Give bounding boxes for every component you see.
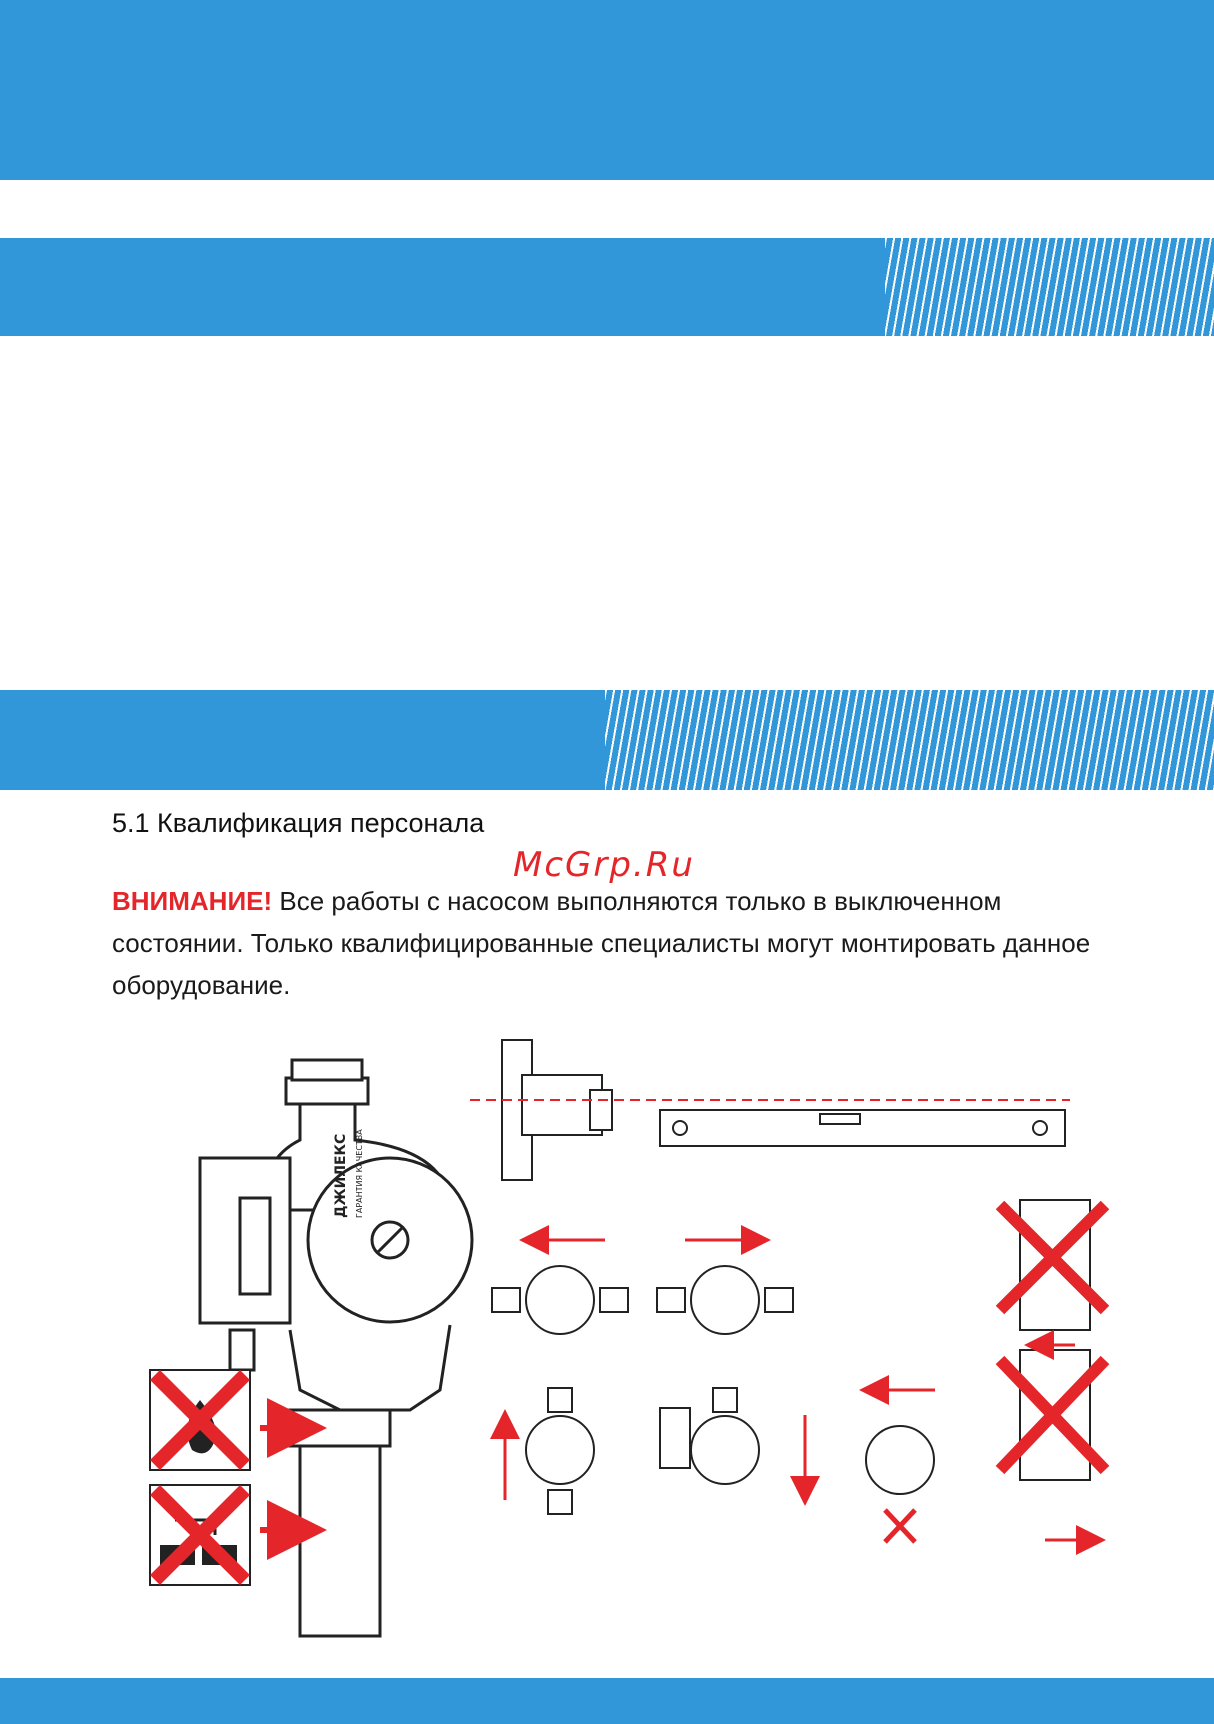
pump-tagline-label: ГАРАНТИЯ КАЧЕСТВА (355, 1129, 364, 1218)
footer-band (0, 1678, 1214, 1724)
warning-paragraph (112, 880, 1122, 1006)
watermark: McGrp.Ru (513, 845, 695, 885)
section-band-2 (0, 690, 1214, 790)
band-hatch (605, 690, 1214, 790)
header-band (0, 0, 1214, 180)
section-band-1 (0, 238, 1214, 336)
warning-body: Все работы с насосом выполняются только в выключенном состоянии. Только квалифицированные специалисты могут монтировать данное оборудование. (112, 886, 1091, 1000)
section-heading: 5.1 Квалификация персонала (112, 808, 485, 838)
pump-brand-label: ДЖИЛЕКС (333, 1133, 349, 1218)
warning-word: ВНИМАНИЕ! (112, 886, 273, 916)
no-fire-icon (150, 1370, 250, 1470)
installation-figure (140, 1030, 1160, 1660)
band-hatch (885, 238, 1214, 336)
no-chemicals-icon (150, 1485, 250, 1585)
level-drawing (502, 1040, 1065, 1180)
